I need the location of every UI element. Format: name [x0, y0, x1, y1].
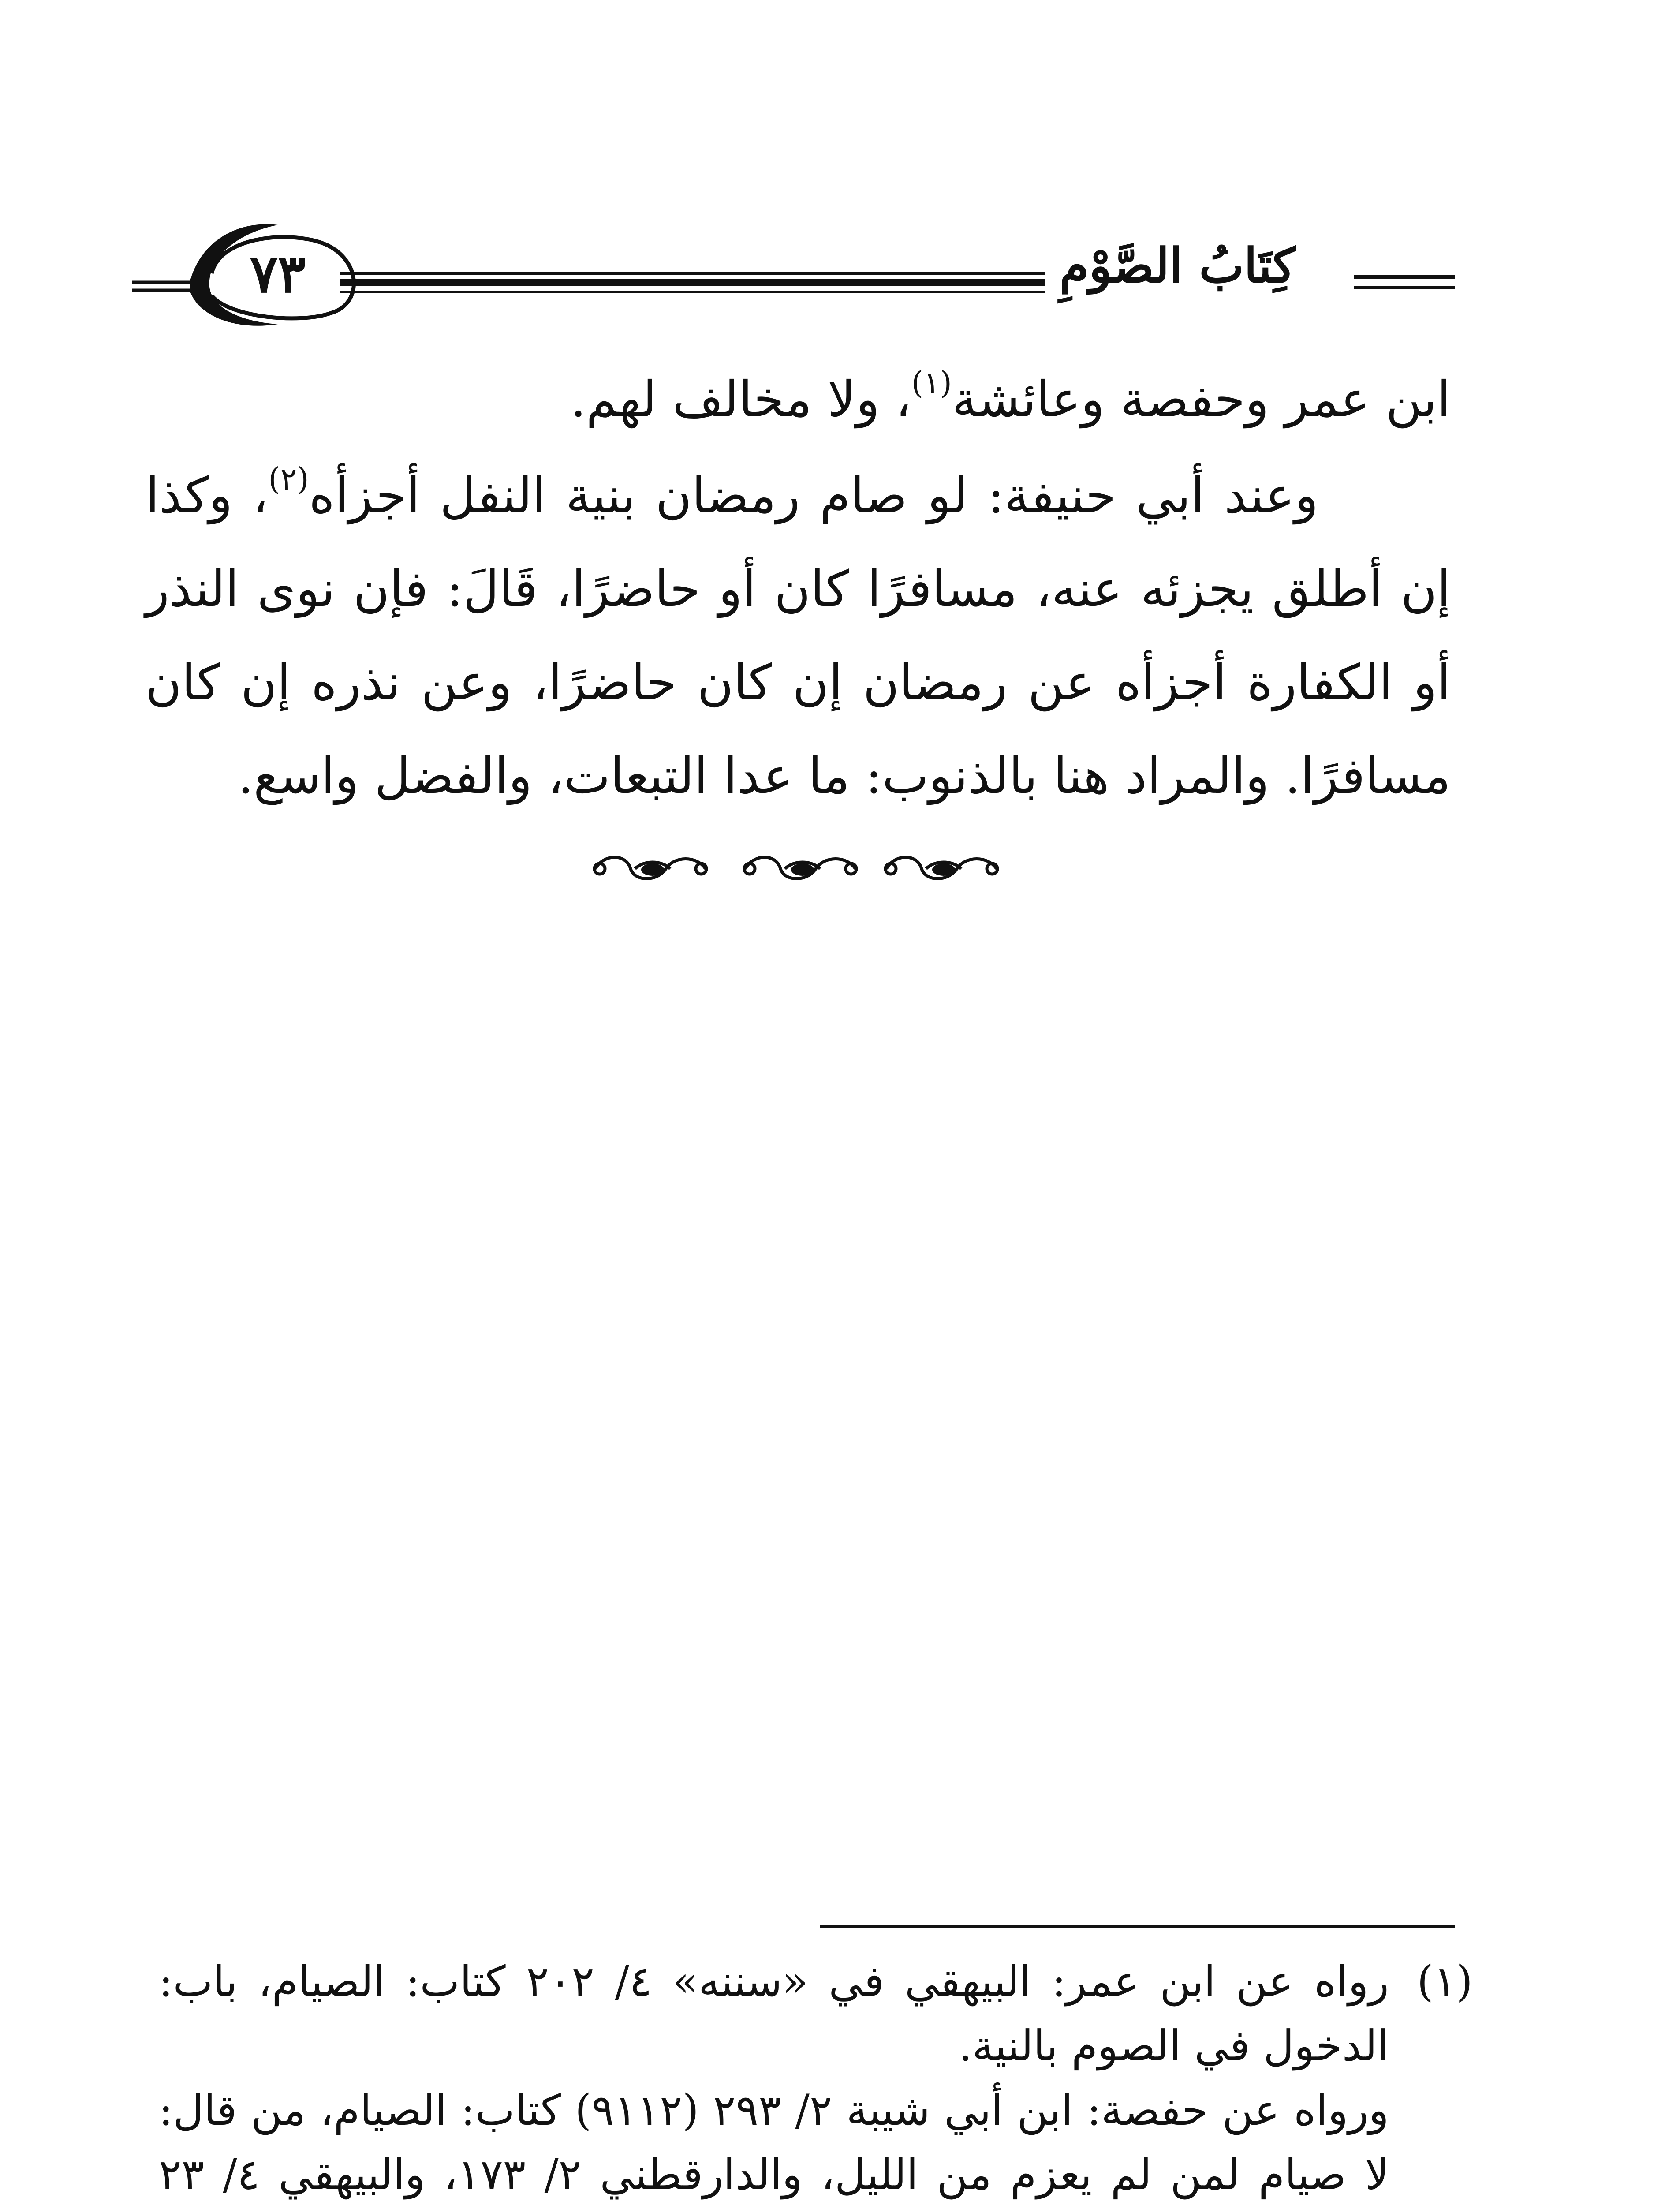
paragraph-text: ابن عمر وحفصة وعائشة	[952, 371, 1451, 428]
footnote	[159, 1949, 1473, 2078]
footnote-text: ورواه عن حفصة: ابن أبي شيبة ٢/ ٢٩٣ (٩١١٢) كتاب: الصيام، من قال: لا صيام لمن لم يعزم من الليل، والدارقطني ٢/ ١٧٣، والبيهقي ٤/ ٢٣	[159, 2085, 1389, 2199]
footnote-separator	[820, 1925, 1455, 1928]
paragraph-text: ، وكذا إن أطلق يجزئه عنه، مسافرًا كان أو حاضرًا، قَالَ: فإن نوى النذر أو الكفارة أجزأه عن رمضان إن كان حاضرًا، وعن نذره إن كان مسافرًا. والمراد هنا بالذنوب: ما عدا التبعات، والفضل واسع.	[146, 467, 1451, 805]
paragraph-text: ، ولا مخالف لهم.	[570, 371, 911, 428]
paragraph	[146, 353, 1451, 446]
footnote-number: (١)	[1417, 1957, 1473, 2006]
section-divider-ornament	[586, 851, 1010, 886]
paragraph-text: وعند أبي حنيفة: لو صام رمضان بنية النفل أجزأه	[309, 467, 1319, 524]
footnote-reference[interactable]: (١)	[911, 364, 952, 401]
footnote-reference[interactable]: (٢)	[268, 460, 309, 497]
footnote-text: رواه عن ابن عمر: البيهقي في «سننه» ٤/ ٢٠٢ كتاب: الصيام، باب: الدخول في الصوم بالنية.	[159, 1957, 1389, 2070]
footnotes	[159, 1949, 1473, 2205]
page-number: ٧٣	[250, 243, 306, 304]
main-text	[146, 353, 1451, 823]
paragraph	[146, 449, 1451, 823]
page-header	[132, 216, 1455, 331]
running-title: كِتَابُ الصَّوْمِ	[1045, 238, 1310, 300]
